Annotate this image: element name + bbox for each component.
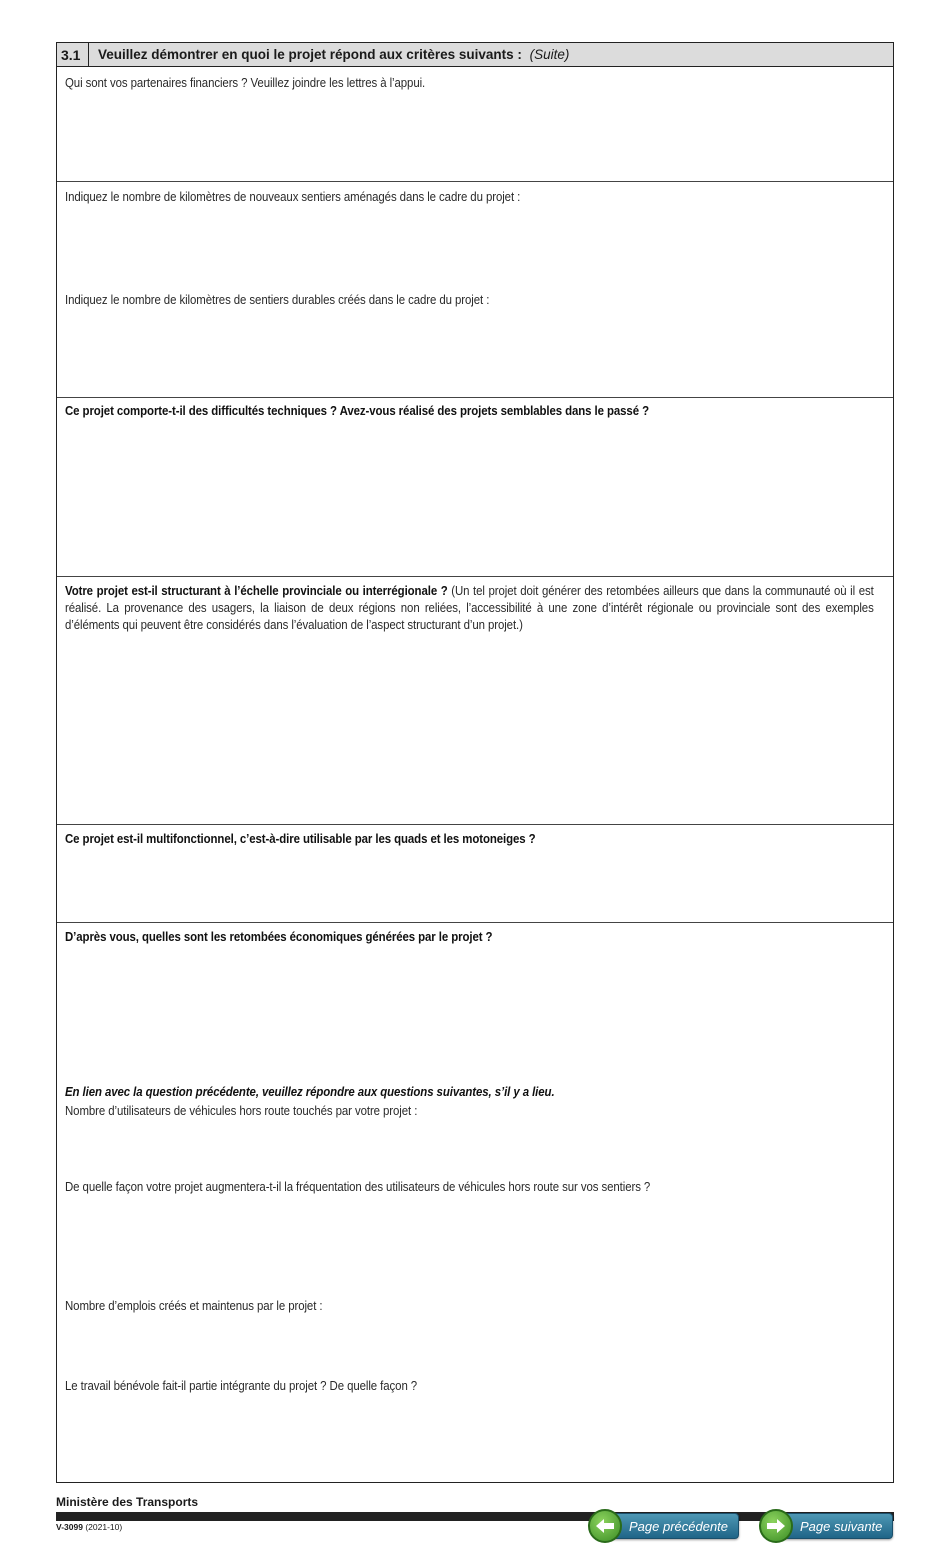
question-utilisateurs: Nombre d’utilisateurs de véhicules hors route touchés par votre projet : [65,1103,418,1118]
question-difficultes [65,402,883,419]
section-number: 3.1 [57,43,89,66]
previous-page-button[interactable] [588,1509,739,1543]
question-structurant-note: (Un tel projet doit générer des retombées ailleurs que dans la communauté où il est réalisé. La provenance des usagers, la liaison de deux régions non reliées, l’accessibilité à une zone d’intérêt régionale ou provinciale sont des exemples d’éléments qui peuvent être considérés dans l’évaluation de l’aspect structurant d’un projet.) [65,583,874,632]
form-code-number: V-3099 [56,1522,83,1532]
form-code-date: (2021-10) [85,1522,123,1532]
question-multifonctionnel-text: Ce projet est-il multifonctionnel, c’est-à-dire utilisable par les quads et les motoneiges ? [65,831,536,846]
instruction-en-lien-text: En lien avec la question précédente, veuillez répondre aux questions suivantes, s’il y a lieu. [65,1084,555,1099]
answer-field-partenaires[interactable] [57,66,893,181]
question-structurant-bold: Votre projet est-il structurant à l’échelle provinciale ou interrégionale ? [65,583,448,598]
answer-field-difficultes[interactable] [57,397,893,576]
arrow-right-icon [759,1509,793,1543]
question-retombees [65,928,883,945]
question-retombees-text: D’après vous, quelles sont les retombées économiques générées par le projet ? [65,929,493,944]
section-title [89,47,569,62]
question-structurant [65,582,874,633]
instruction-en-lien [65,1083,883,1100]
answer-field-structurant[interactable] [57,576,893,824]
question-km-nouveaux: Indiquez le nombre de kilomètres de nouveaux sentiers aménagés dans le cadre du projet : [65,189,521,204]
previous-page-label: Page précédente [598,1513,739,1539]
arrow-left-icon [588,1509,622,1543]
question-emplois: Nombre d’emplois créés et maintenus par le projet : [65,1298,323,1313]
next-page-button[interactable] [759,1509,893,1543]
form-code [56,1522,122,1532]
answer-field-retombees[interactable] [57,922,893,1482]
question-difficultes-text: Ce projet comporte-t-il des difficultés techniques ? Avez-vous réalisé des projets semblables dans le passé ? [65,403,649,418]
question-multifonctionnel [65,830,883,847]
question-frequentation: De quelle façon votre projet augmentera-t-il la fréquentation des utilisateurs de véhicules hors route sur vos sentiers ? [65,1179,651,1194]
answer-field-kilometres[interactable] [57,181,893,397]
question-km-durables: Indiquez le nombre de kilomètres de sentiers durables créés dans le cadre du projet : [65,292,490,307]
section-title-text: Veuillez démontrer en quoi le projet répond aux critères suivants : [98,47,522,62]
next-page-label: Page suivante [769,1513,893,1539]
ministry-name: Ministère des Transports [56,1495,199,1509]
section-header [57,43,893,67]
form-section-3-1 [56,42,894,1483]
section-suite: (Suite) [529,47,570,62]
question-partenaires: Qui sont vos partenaires financiers ? Veuillez joindre les lettres à l’appui. [65,75,426,90]
answer-field-multifonctionnel[interactable] [57,824,893,922]
question-benevole: Le travail bénévole fait-il partie intégrante du projet ? De quelle façon ? [65,1378,418,1393]
